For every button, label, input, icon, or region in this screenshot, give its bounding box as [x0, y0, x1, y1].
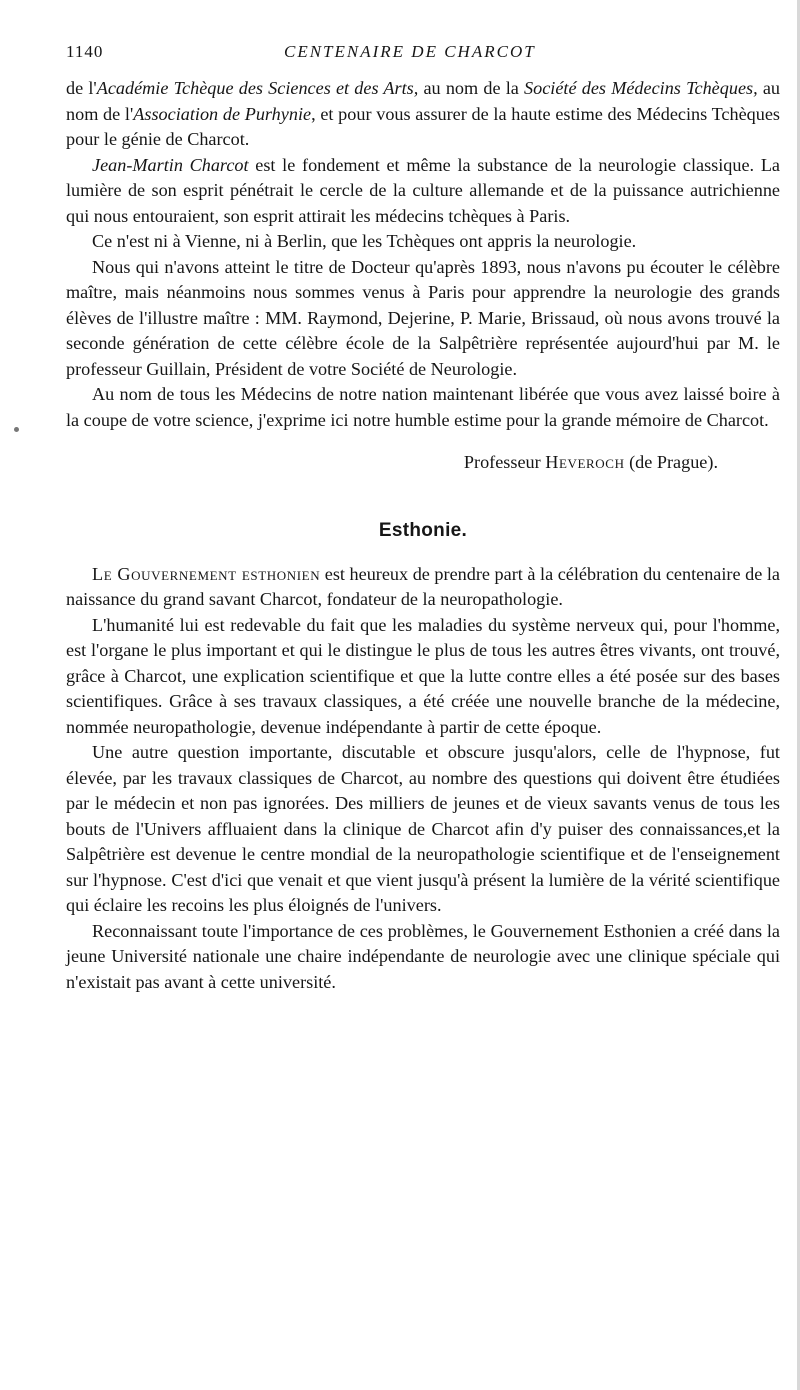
paragraph — [66, 153, 780, 230]
text-run: de l' — [66, 78, 97, 98]
running-title: CENTENAIRE DE CHARCOT — [284, 42, 536, 61]
paragraph — [66, 76, 780, 153]
text-run-italic: Association de Purhynie — [133, 103, 312, 124]
text-run-italic: Société des Médecins Tchèques, — [524, 78, 758, 98]
paragraph: Reconnaissant toute l'importance de ces problèmes, le Gouvernement Esthonien a créé dans la jeune Université nationale une chaire indépendante de neurologie avec une clinique spéciale qui n'existait pas avant à cette université. — [66, 920, 780, 992]
text-run: au nom de l' — [66, 78, 781, 124]
text-run: Professeur — [463, 452, 546, 472]
text-run-italic: Jean-Martin Charcot — [92, 154, 249, 175]
document-page — [66, 42, 780, 995]
text-run: est le fondement et même la substance de la neurologie classique. La lumière de son esprit pénétrait le cercle de la culture allemande et de la puissance autrichienne qui nous entouraient, son esprit attirait les médecins tchèques à Paris. — [66, 154, 780, 226]
paragraph: Ce n'est ni à Vienne, ni à Berlin, que les Tchèques ont appris la neurologie. — [92, 231, 637, 251]
running-header — [66, 42, 780, 72]
text-run: au nom de la — [418, 78, 525, 98]
signatory-name: Heveroch — [545, 452, 625, 472]
paragraph: Au nom de tous les Médecins de notre nation maintenant libérée que vous avez laissé boire à la coupe de votre science, j'exprime ici notre humble estime pour la grande mémoire de Charcot. — [66, 384, 780, 430]
estonian-address — [66, 562, 780, 996]
text-run-italic: Académie Tchèque des Sciences et des Arts, — [96, 78, 419, 98]
signature — [66, 450, 780, 476]
section-heading: Esthonie. — [378, 519, 468, 541]
text-run: est heureux de prendre part à la célébration du centenaire de la naissance du grand savant Charcot, fondateur de la neuropathologie. — [66, 563, 780, 609]
text-run: , et pour vous assurer de la haute estime des Médecins Tchèques pour le génie de Charcot. — [66, 103, 780, 149]
paragraph: Une autre question importante, discutable et obscure jusqu'alors, celle de l'hypnose, fut élevée, par les travaux classiques de Charcot, au nombre des questions qui doivent être étudiées par le médecin et non pas ignorées. Des milliers de jeunes et de vieux savants venus de tous les bouts de l'Univers affluaient dans la clinique de Charcot afin d'y puiser des connaissances,et la Salpêtrière est devenue le centre mondial de la neuropathologie scientifique et de l'enseignement sur l'hypnose. C'est d'ici que venait et que vient jusqu'à présent la lumière de la vérité scientifique qui éclaire les recoins les plus éloignés de l'univers. — [66, 742, 780, 915]
paragraph: L'humanité lui est redevable du fait que les maladies du système nerveux qui, pour l'homme, est l'organe le plus important et qui le distingue le plus de tous les autres êtres vivants, ont trouvé, grâce à Charcot, une explication scientifique et que la lutte contre elles a été posée sur des bases scientifiques. Grâce à ses travaux classiques, a été créée une nouvelle branche de la médecine, nommée neuropathologie, devenue indépendante à partir de cette époque. — [66, 614, 780, 737]
czech-address — [66, 76, 780, 476]
scan-speck — [14, 427, 19, 432]
paragraph — [66, 562, 780, 613]
page-number: 1140 — [66, 42, 104, 61]
paragraph: Nous qui n'avons atteint le titre de Docteur qu'après 1893, nous n'avons pu écouter le célèbre maître, mais néanmoins nous sommes venus à Paris pour apprendre la neurologie des grands élèves de l'illustre maître : MM. Raymond, Dejerine, P. Marie, Brissaud, où nous avons trouvé la seconde génération de cette célèbre école de la Salpêtrière représentée aujourd'hui par M. le professeur Guillain, Président de votre Société de Neurologie. — [66, 256, 780, 379]
text-run: (de Prague). — [624, 452, 718, 472]
text-run-smallcaps: Le Gouvernement esthonien — [92, 563, 321, 584]
